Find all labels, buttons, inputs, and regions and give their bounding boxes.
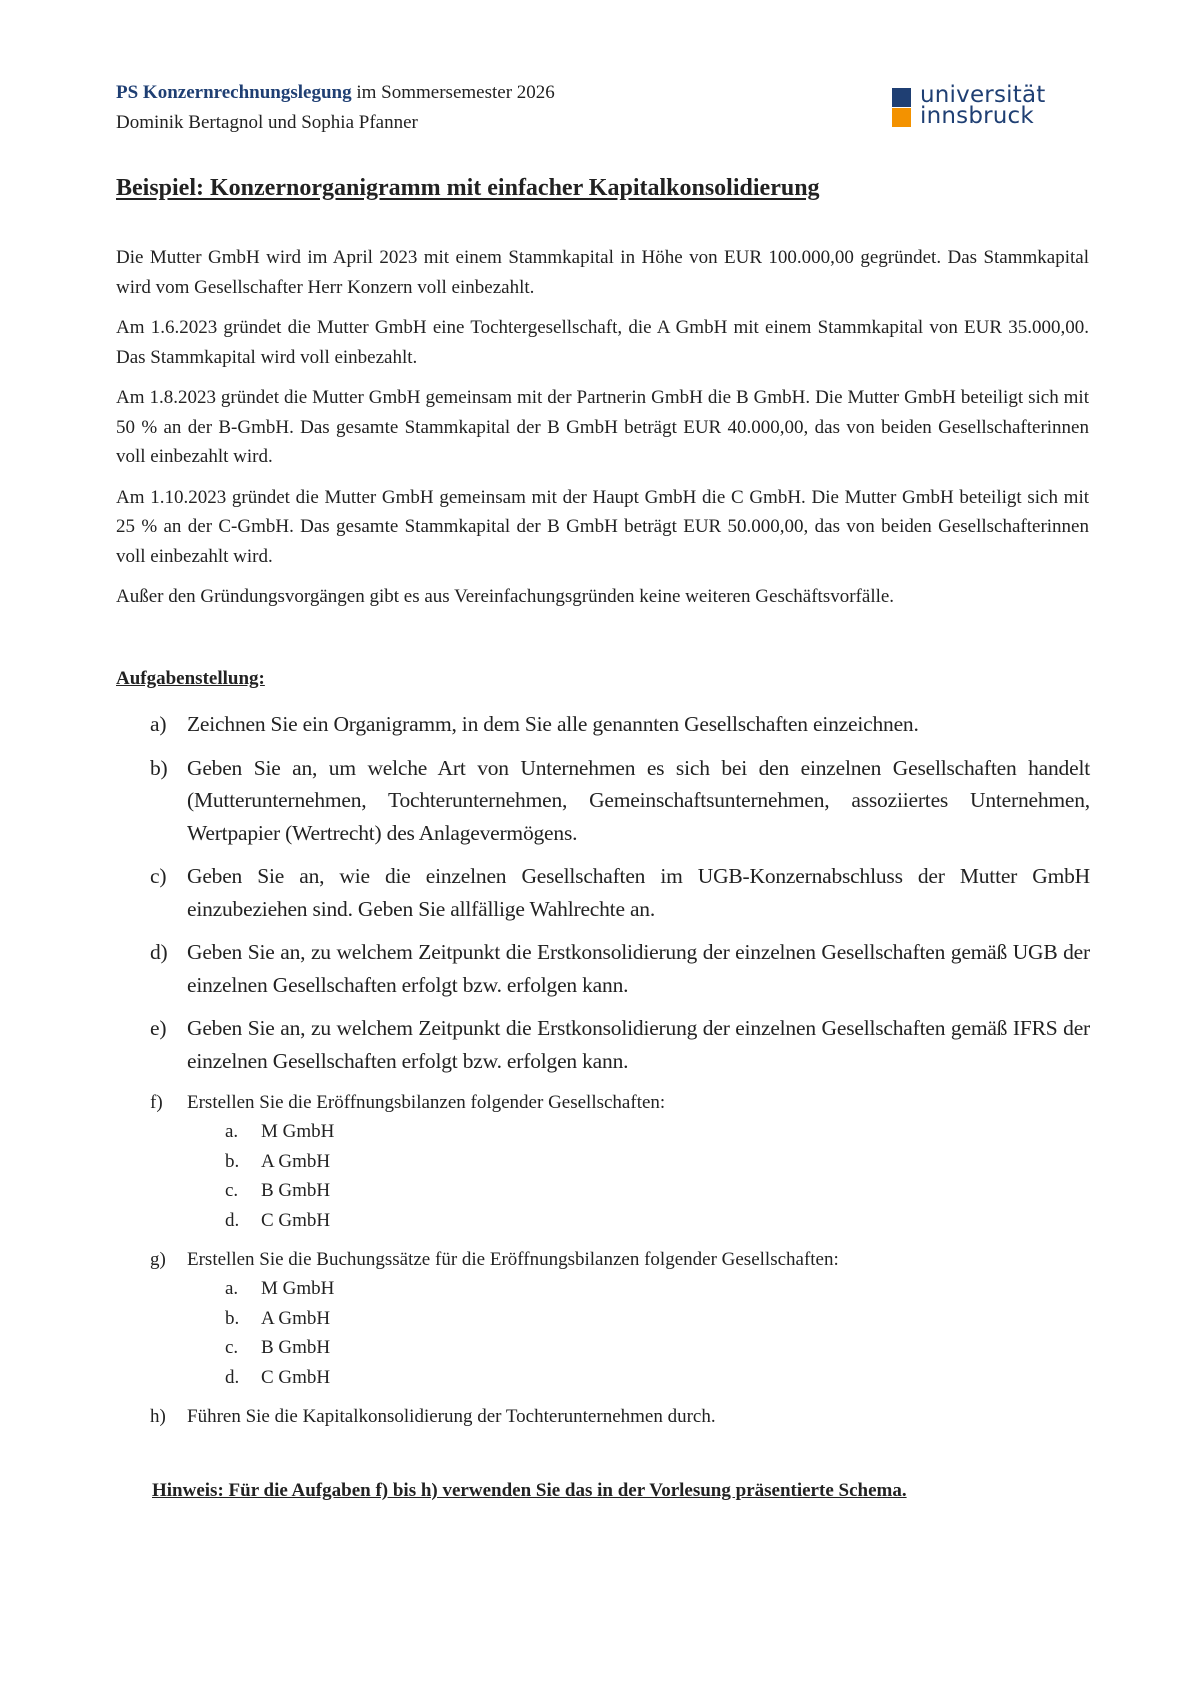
task-item	[150, 1088, 1090, 1235]
sublist-text: C GmbH	[261, 1209, 331, 1231]
sublist-item	[225, 1363, 1090, 1393]
university-logo	[892, 82, 1052, 130]
sublist-marker: d.	[225, 1209, 240, 1231]
company-sublist	[187, 1274, 1090, 1392]
task-item	[150, 1402, 1090, 1431]
task-marker: f)	[150, 1092, 163, 1113]
task-text: Geben Sie an, wie die einzelnen Gesellschaften im UGB-Konzernabschluss der Mutter GmbH einzubeziehen sind. Geben Sie allfällige Wahlrechte an.	[187, 864, 1090, 921]
sublist-text: B GmbH	[261, 1180, 331, 1201]
authors-line: Dominik Bertagnol und Sophia Pfanner	[116, 112, 418, 133]
sublist-text: A GmbH	[261, 1307, 331, 1329]
document-header	[116, 78, 555, 138]
task-heading: Aufgabenstellung:	[116, 668, 265, 689]
paragraph: Am 1.6.2023 gründet die Mutter GmbH eine Tochtergesellschaft, die A GmbH mit einem Stammkapital von EUR 35.000,00. Das Stammkapital wird voll einbezahlt.	[116, 317, 1089, 368]
logo-blue-square	[892, 88, 911, 107]
sublist-marker: c.	[225, 1337, 239, 1358]
task-text: Führen Sie die Kapitalkonsolidierung der Tochterunternehmen durch.	[187, 1406, 716, 1427]
task-item	[150, 708, 1090, 741]
course-line	[116, 78, 555, 108]
sublist-marker: a.	[225, 1278, 239, 1299]
sublist-item	[225, 1206, 1090, 1236]
paragraph: Außer den Gründungsvorgängen gibt es aus Vereinfachungsgründen keine weiteren Geschäftsvorfälle.	[116, 586, 895, 607]
sublist-text: B GmbH	[261, 1337, 331, 1358]
task-text: Zeichnen Sie ein Organigramm, in dem Sie alle genannten Gesellschaften einzeichnen.	[187, 712, 919, 736]
task-item	[150, 936, 1090, 1001]
logo-line-2: innsbruck	[920, 103, 1034, 129]
sublist-marker: c.	[225, 1180, 239, 1201]
logo-orange-square	[892, 108, 911, 127]
sublist-text: C GmbH	[261, 1366, 331, 1388]
task-marker: b)	[150, 755, 168, 780]
sublist-item	[225, 1176, 1090, 1206]
task-text: Erstellen Sie die Eröffnungsbilanzen folgender Gesellschaften:	[187, 1092, 666, 1113]
task-marker: e)	[150, 1016, 167, 1040]
course-name: PS Konzernrechnungslegung	[116, 82, 352, 103]
paragraph: Am 1.8.2023 gründet die Mutter GmbH gemeinsam mit der Partnerin GmbH die B GmbH. Die Mutter GmbH beteiligt sich mit 50 % an der B-GmbH. Das gesamte Stammkapital der B GmbH beträgt EUR 40.000,00, das von beiden Gesellschafterinnen voll einbezahlt wird.	[116, 387, 1089, 467]
task-marker: d)	[150, 940, 168, 964]
sublist-item	[225, 1117, 1090, 1147]
sublist-text: M GmbH	[261, 1278, 335, 1299]
sublist-item	[225, 1304, 1090, 1334]
task-text: Geben Sie an, zu welchem Zeitpunkt die Erstkonsolidierung der einzelnen Gesellschaften gemäß IFRS der einzelnen Gesellschaften erfolgt bzw. erfolgen kann.	[187, 1016, 1090, 1073]
task-marker: a)	[150, 712, 167, 736]
sublist-item	[225, 1274, 1090, 1304]
task-item	[150, 752, 1090, 850]
sublist-marker: b.	[225, 1307, 240, 1329]
task-marker: h)	[150, 1406, 166, 1427]
task-text: Geben Sie an, um welche Art von Unternehmen es sich bei den einzelnen Gesellschaften handelt (Mutterunternehmen, Tochterunternehmen, Gemeinschaftsunternehmen, assoziiertes Unternehmen, Wertpapier (Wertrecht) des Anlagevermögens.	[187, 755, 1090, 845]
paragraph: Die Mutter GmbH wird im April 2023 mit einem Stammkapital in Höhe von EUR 100.000,00 gegründet. Das Stammkapital wird vom Gesellschafter Herr Konzern voll einbezahlt.	[116, 247, 1089, 298]
logo-line-1: universität	[920, 82, 1046, 108]
sublist-text: M GmbH	[261, 1121, 335, 1142]
task-marker: g)	[150, 1249, 166, 1270]
task-list	[150, 708, 1090, 1441]
sublist-marker: a.	[225, 1121, 239, 1142]
task-text: Geben Sie an, zu welchem Zeitpunkt die Erstkonsolidierung der einzelnen Gesellschaften gemäß UGB der einzelnen Gesellschaften erfolgt bzw. erfolgen kann.	[187, 940, 1090, 997]
hint-note: Hinweis: Für die Aufgaben f) bis h) verwenden Sie das in der Vorlesung präsentierte Schema.	[152, 1480, 907, 1501]
sublist-text: A GmbH	[261, 1150, 331, 1172]
sublist-marker: b.	[225, 1150, 240, 1172]
task-item	[150, 860, 1090, 925]
company-sublist	[187, 1117, 1090, 1235]
page-title: Beispiel: Konzernorganigramm mit einfacher Kapitalkonsolidierung	[116, 175, 820, 201]
case-description	[116, 243, 1089, 623]
course-term: im Sommersemester 2026	[351, 82, 555, 103]
task-item	[150, 1012, 1090, 1077]
logo-wordmark	[920, 82, 1046, 129]
sublist-item	[225, 1333, 1090, 1363]
sublist-marker: d.	[225, 1366, 240, 1388]
paragraph: Am 1.10.2023 gründet die Mutter GmbH gemeinsam mit der Haupt GmbH die C GmbH. Die Mutter GmbH beteiligt sich mit 25 % an der C-GmbH. Das gesamte Stammkapital der B GmbH beträgt EUR 50.000,00, das von beiden Gesellschafterinnen voll einbezahlt wird.	[116, 486, 1089, 567]
task-item	[150, 1245, 1090, 1392]
task-text: Erstellen Sie die Buchungssätze für die Eröffnungsbilanzen folgender Gesellschaften:	[187, 1249, 839, 1270]
task-marker: c)	[150, 864, 167, 888]
sublist-item	[225, 1147, 1090, 1177]
